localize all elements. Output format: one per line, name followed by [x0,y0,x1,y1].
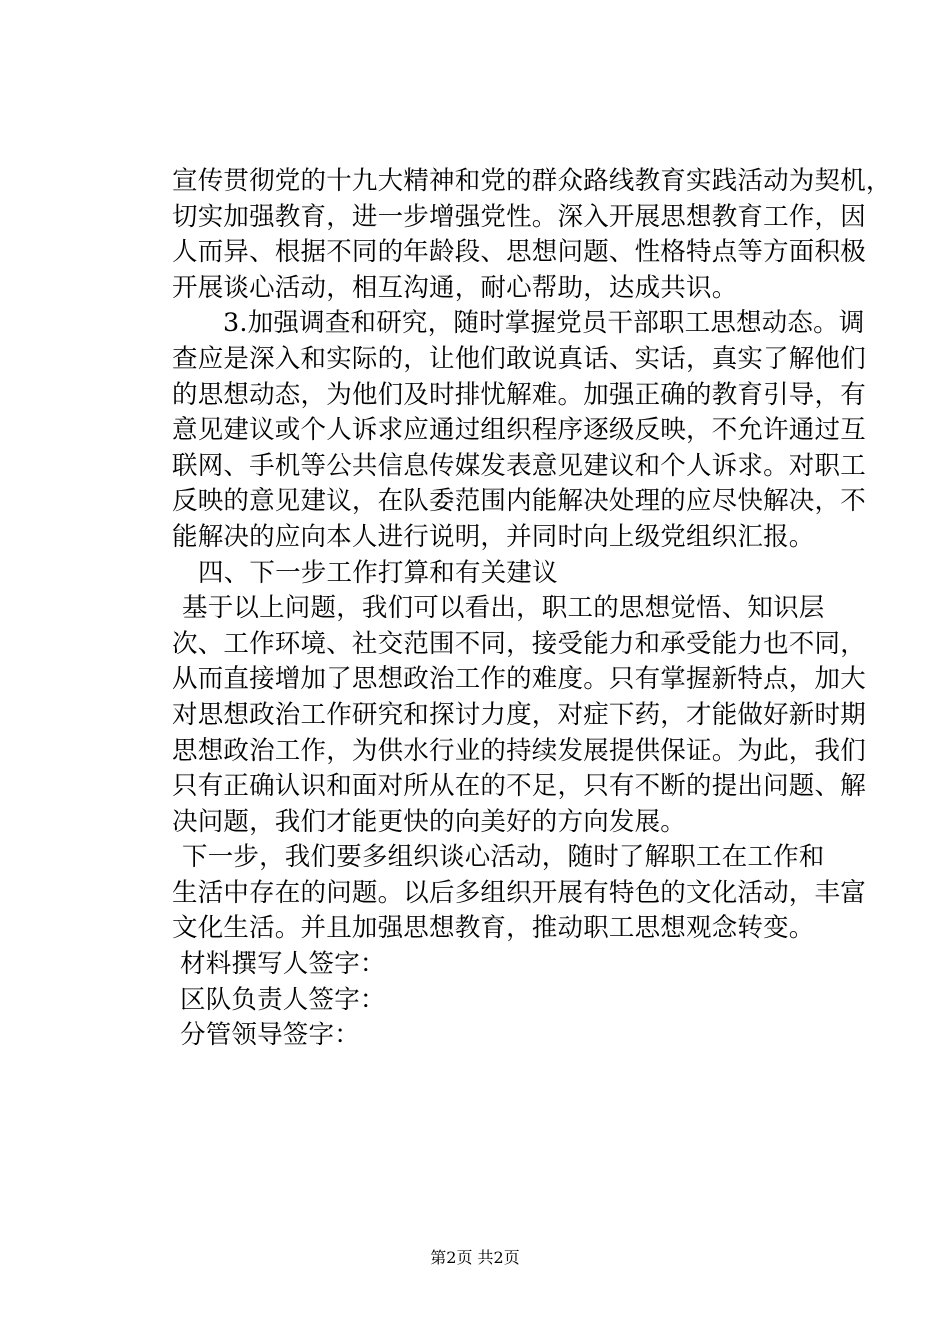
text-line: 文化生活。并且加强思想教育，推动职工思想观念转变。 [172,913,815,944]
text-line: 意见建议或个人诉求应通过组织程序逐级反映，不允许通过互 [172,415,866,446]
text-line: 开展谈心活动，相互沟通，耐心帮助，达成共识。 [172,272,738,303]
text-line: 的思想动态，为他们及时排忧解难。加强正确的教育引导，有 [172,379,866,410]
text-line: 对思想政治工作研究和探讨力度，对症下药，才能做好新时期 [172,699,866,730]
text-line: 思想政治工作，为供水行业的持续发展提供保证。为此，我们 [172,735,866,766]
text-line: 决问题，我们才能更快的向美好的方向发展。 [172,806,687,837]
text-line: 联网、手机等公共信息传媒发表意见建议和个人诉求。对职工 [172,450,866,481]
page-number: 第2页 共2页 [430,1248,520,1267]
text-line: 只有正确认识和面对所从在的不足，只有不断的提出问题、解 [172,771,866,802]
text-line: 3.加强调查和研究，随时掌握党员干部职工思想动态。调 [223,308,865,339]
text-line: 反映的意见建议，在队委范围内能解决处理的应尽快解决，不 [172,486,866,517]
signature-line-supervisor: 分管领导签字： [180,1020,360,1051]
text-line: 从而直接增加了思想政治工作的难度。只有掌握新特点，加大 [172,664,866,695]
text-line: 生活中存在的问题。以后多组织开展有特色的文化活动，丰富 [172,877,866,908]
text-line: 人而异、根据不同的年龄段、思想问题、性格特点等方面积极 [172,237,866,268]
text-line: 宣传贯彻党的十九大精神和党的群众路线教育实践活动为契机， [172,166,892,196]
text-line: 查应是深入和实际的，让他们敢说真话、实话，真实了解他们 [172,343,866,374]
document-body [172,164,892,1054]
signature-line-team-leader: 区队负责人签字： [180,984,386,1015]
text-line: 能解决的应向本人进行说明，并同时向上级党组织汇报。 [172,521,815,552]
text-line: 下一步，我们要多组织谈心活动，随时了解职工在工作和 [182,842,825,873]
section-heading: 四、下一步工作打算和有关建议 [198,557,558,588]
signature-line-author: 材料撰写人签字： [180,949,386,980]
text-line: 基于以上问题，我们可以看出，职工的思想觉悟、知识层 [182,593,825,624]
text-line: 切实加强教育，进一步增强党性。深入开展思想教育工作，因 [172,201,866,232]
text-line: 次、工作环境、社交范围不同，接受能力和承受能力也不同， [172,628,866,659]
